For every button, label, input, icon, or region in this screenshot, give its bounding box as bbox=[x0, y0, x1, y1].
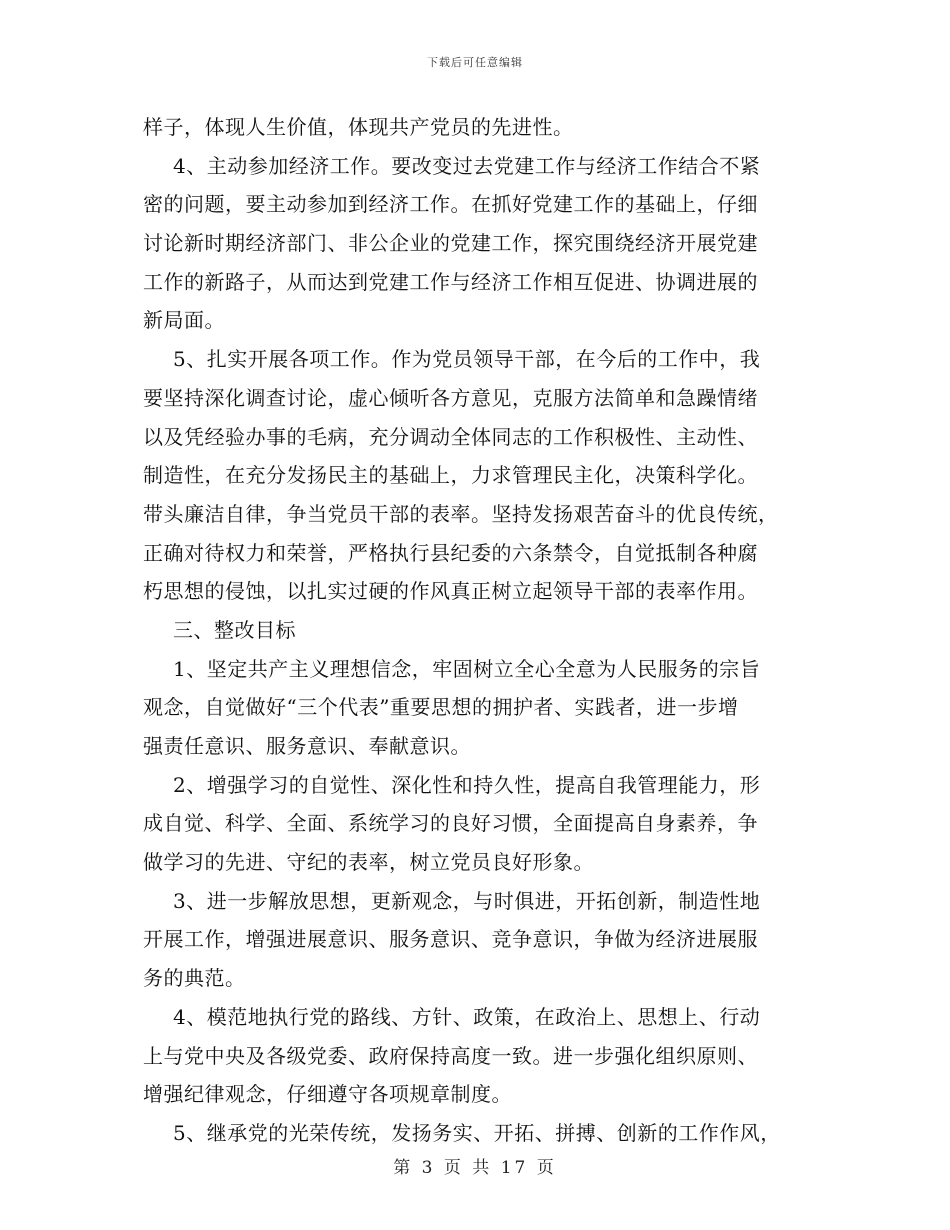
text-line: 新局面。 bbox=[143, 308, 225, 333]
page-footer: 第 3 页 共 17 页 bbox=[393, 1158, 557, 1178]
text-line: 要坚持深化调查讨论，虚心倾听各方意见，克服方法简单和急躁情绪 bbox=[143, 385, 758, 410]
text-line: 2、增强学习的自觉性、深化性和持久性，提高自我管理能力，形 bbox=[173, 772, 761, 797]
text-line: 强责任意识、服务意识、奉献意识。 bbox=[143, 734, 471, 758]
page-header: 下载后可任意编辑 bbox=[427, 56, 523, 69]
text-line: 3、进一步解放思想，更新观念，与时俱进，开拓创新，制造性地 bbox=[173, 888, 761, 913]
text-line: 带头廉洁自律，争当党员干部的表率。坚持发扬艰苦奋斗的优良传统， bbox=[143, 501, 779, 526]
text-line: 密的问题，要主动参加到经济工作。在抓好党建工作的基础上，仔细 bbox=[143, 192, 758, 217]
text-line: 做学习的先进、守纪的表率，树立党员良好形象。 bbox=[143, 850, 594, 875]
text-line: 讨论新时期经济部门、非公企业的党建工作，探究围绕经济开展党建 bbox=[143, 231, 758, 256]
text-line: 三、整改目标 bbox=[173, 617, 296, 642]
text-line: 务的典范。 bbox=[143, 966, 246, 991]
text-line: 以及凭经验办事的毛病，充分调动全体同志的工作积极性、主动性、 bbox=[143, 424, 758, 449]
text-line: 工作的新路子，从而达到党建工作与经济工作相互促进、协调进展的 bbox=[143, 269, 758, 294]
text-line: 增强纪律观念，仔细遵守各项规章制度。 bbox=[143, 1082, 512, 1107]
text-line: 5、扎实开展各项工作。作为党员领导干部，在今后的工作中，我 bbox=[173, 347, 761, 372]
text-line: 制造性，在充分发扬民主的基础上，力求管理民主化，决策科学化。 bbox=[143, 463, 758, 488]
text-line: 样子，体现人生价值，体现共产党员的先进性。 bbox=[143, 115, 574, 139]
text-line: 正确对待权力和荣誉，严格执行县纪委的六条禁令，自觉抵制各种腐 bbox=[143, 540, 758, 565]
text-line: 上与党中央及各级党委、政府保持高度一致。进一步强化组织原则、 bbox=[143, 1043, 758, 1068]
text-line: 开展工作，增强进展意识、服务意识、竞争意识，争做为经济进展服 bbox=[143, 927, 758, 952]
text-line: 成自觉、科学、全面、系统学习的良好习惯，全面提高自身素养，争 bbox=[143, 811, 758, 836]
text-line: 朽思想的侵蚀，以扎实过硬的作风真正树立起领导干部的表率作用。 bbox=[143, 579, 758, 604]
document-body bbox=[143, 108, 807, 1153]
text-line: 4、模范地执行党的路线、方针、政策，在政治上、思想上、行动 bbox=[173, 1004, 761, 1029]
text-line: 4、主动参加经济工作。要改变过去党建工作与经济工作结合不紧 bbox=[173, 153, 761, 178]
text-line: 5、继承党的光荣传统，发扬务实、开拓、拼搏、创新的工作作风， bbox=[173, 1120, 781, 1145]
text-line: 1、坚定共产主义理想信念，牢固树立全心全意为人民服务的宗旨 bbox=[173, 656, 761, 681]
text-line: 观念，自觉做好“三个代表”重要思想的拥护者、实践者，进一步增 bbox=[143, 695, 739, 720]
